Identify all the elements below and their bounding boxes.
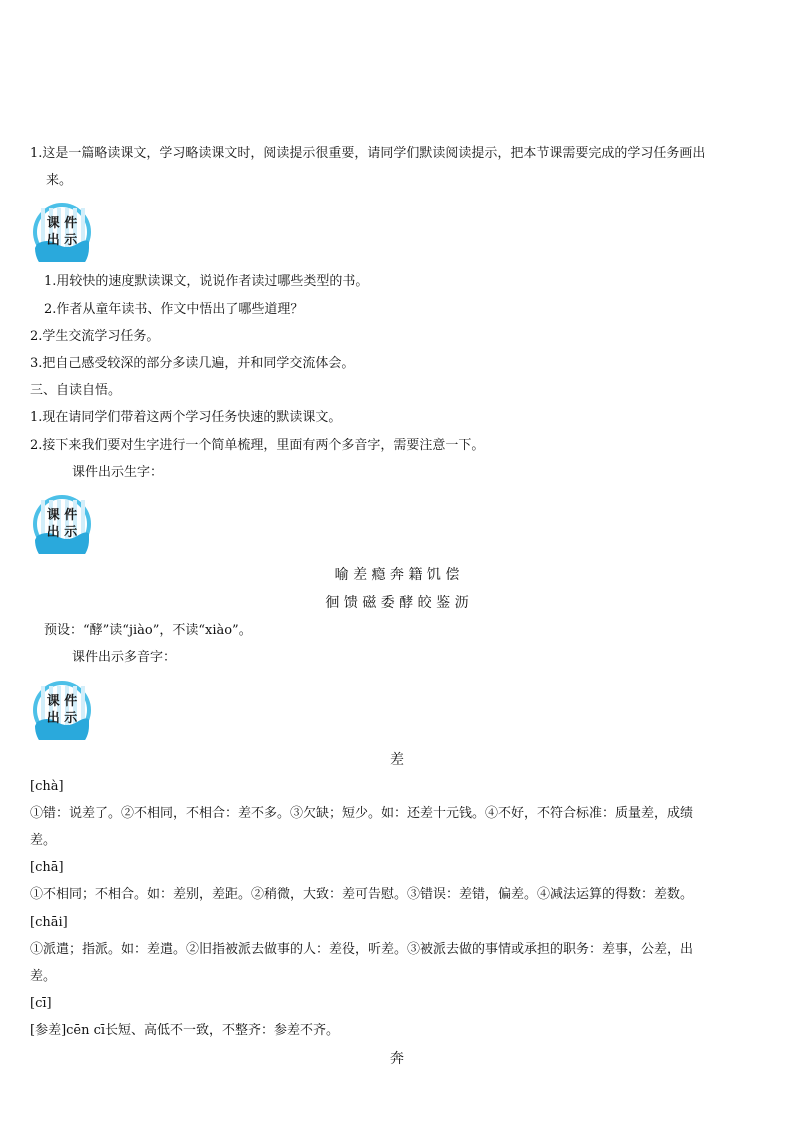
reading-pinyin: [chāi] bbox=[30, 915, 68, 930]
section3-item-2: 2.接下来我们要对生字进行一个简单梳理，里面有两个多音字，需要注意一下。 bbox=[30, 438, 485, 453]
courseware-badge bbox=[32, 202, 92, 262]
badge-bottom-text: 出 示 bbox=[46, 711, 78, 726]
step-2: 2.学生交流学习任务。 bbox=[30, 329, 160, 344]
reading-definition: ①不相同；不相合。如：差别，差距。②稍微，大致：差可告慰。③错误：差错，偏差。④减法运算的得数：差数。 bbox=[30, 887, 694, 902]
courseware-badge-icon bbox=[32, 494, 92, 554]
courseware-new-chars-label: 课件出示生字： bbox=[72, 465, 164, 480]
badge-bottom-text: 出 示 bbox=[46, 233, 78, 248]
task1-line2: 来。 bbox=[46, 173, 73, 188]
badge-top-text: 课 件 bbox=[46, 508, 78, 523]
task-shown-2: 2.作者从童年读书、作文中悟出了哪些道理？ bbox=[44, 302, 304, 317]
step-3: 3.把自己感受较深的部分多读几遍，并和同学交流体会。 bbox=[30, 356, 355, 371]
preview-note: 预设：“酵”读“jiào”，不读“xiào”。 bbox=[44, 623, 252, 638]
courseware-polyphone-label: 课件出示多音字： bbox=[72, 650, 177, 665]
reading-definition: ①派遣；指派。如：差遣。②旧指被派去做事的人：差役，听差。③被派去做的事情或承担的职务：差事，公差，出 bbox=[30, 942, 694, 957]
reading-pinyin: [cī] bbox=[30, 996, 52, 1011]
courseware-badge-icon bbox=[32, 202, 92, 262]
reading-definition: [参差]cēn cī长短、高低不一致，不整齐：参差不齐。 bbox=[30, 1023, 340, 1038]
new-chars-row-2: 徊 馈 磁 委 酵 皎 鉴 沥 bbox=[325, 595, 469, 611]
courseware-badge bbox=[32, 680, 92, 740]
task1-line1: 1.这是一篇略读课文，学习略读课文时，阅读提示很重要，请同学们默读阅读提示，把本节课需要完成的学习任务画出 bbox=[30, 146, 706, 161]
badge-top-text: 课 件 bbox=[46, 694, 78, 709]
section3-item-1: 1.现在请同学们带着这两个学习任务快速的默读课文。 bbox=[30, 410, 342, 425]
reading-definition-cont: 差。 bbox=[30, 969, 57, 984]
task-shown-1: 1.用较快的速度默读课文，说说作者读过哪些类型的书。 bbox=[44, 274, 369, 289]
badge-top-text: 课 件 bbox=[46, 216, 78, 231]
polyphone-char-2: 奔 bbox=[390, 1051, 404, 1067]
polyphone-char-1: 差 bbox=[390, 752, 404, 768]
reading-definition-cont: 差。 bbox=[30, 833, 57, 848]
reading-pinyin: [chà] bbox=[30, 779, 64, 794]
courseware-badge bbox=[32, 494, 92, 554]
courseware-badge-icon bbox=[32, 680, 92, 740]
reading-pinyin: [chā] bbox=[30, 860, 64, 875]
new-chars-row-1: 喻 差 瘾 奔 籍 饥 偿 bbox=[334, 567, 460, 583]
reading-definition: ①错：说差了。②不相同，不相合：差不多。③欠缺；短少。如：还差十元钱。④不好，不符合标准：质量差，成绩 bbox=[30, 806, 694, 821]
section3-title: 三、自读自悟。 bbox=[30, 383, 122, 398]
badge-bottom-text: 出 示 bbox=[46, 525, 78, 540]
